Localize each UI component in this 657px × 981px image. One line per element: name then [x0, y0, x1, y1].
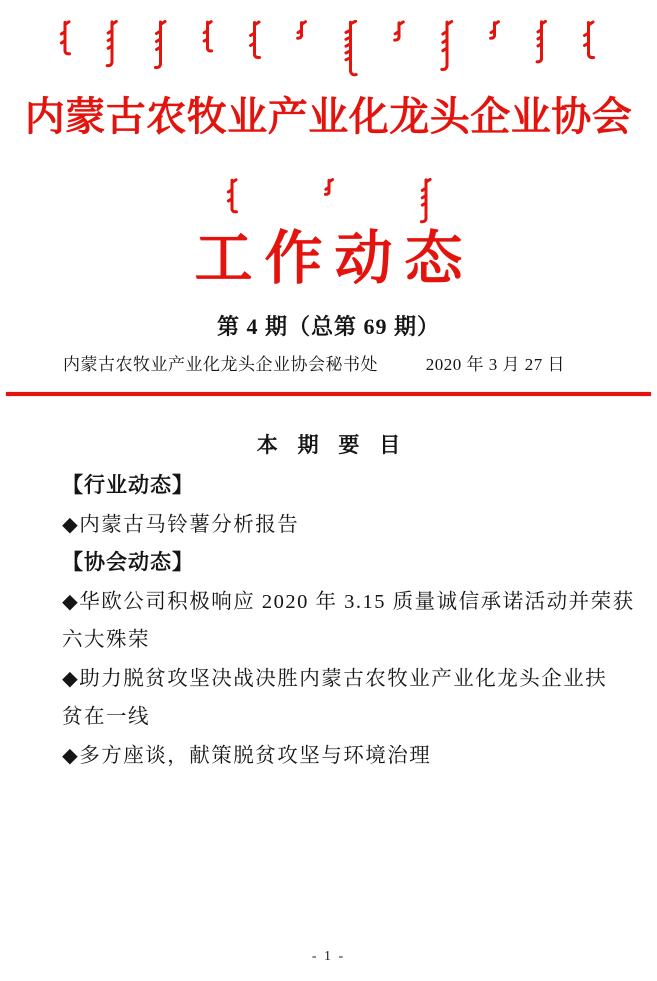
publication-info-row: [63, 352, 565, 377]
mongolian-word-icon: [416, 178, 436, 224]
publish-date: 2020 年 3 月 27 日: [425, 355, 565, 374]
page-number: - 1 -: [311, 949, 346, 964]
toc-entries: [62, 467, 635, 775]
newsletter-front-page: [0, 20, 657, 981]
toc-title: 本 期 要 目: [256, 434, 408, 457]
toc-section-heading: 【行业动态】: [62, 474, 194, 497]
mongolian-word-icon: [55, 20, 75, 56]
association-title: 内蒙古农牧业产业化龙头企业协会: [24, 94, 633, 139]
mongolian-word-icon: [150, 20, 171, 70]
toc-item-line: 贫在一线: [62, 706, 150, 728]
publisher-name: 内蒙古农牧业产业化龙头企业协会秘书处: [63, 355, 378, 374]
mongolian-word-icon: [102, 20, 122, 68]
mongolian-word-icon: [485, 20, 504, 40]
mongolian-word-icon: [292, 20, 311, 40]
mongolian-word-icon: [222, 178, 242, 214]
toc-item-line: ◆内蒙古马铃薯分析报告: [62, 513, 300, 536]
mongolian-word-icon: [389, 20, 409, 42]
toc-section-heading: 【协会动态】: [62, 551, 194, 574]
issue-number: 第 4 期（总第 69 期）: [216, 314, 440, 339]
mongolian-word-icon: [339, 20, 362, 78]
mongolian-word-icon: [532, 20, 551, 64]
mongolian-word-icon: [320, 178, 338, 196]
toc-item-line: ◆华欧公司积极响应 2020 年 3.15 质量诚信承诺活动并荣获: [62, 590, 635, 613]
toc-item-line: ◆助力脱贫攻坚决战决胜内蒙古农牧业产业化龙头企业扶: [62, 667, 608, 690]
bulletin-title: 工作动态: [194, 226, 475, 291]
toc-item-line: ◆多方座谈，献策脱贫攻坚与环境治理: [62, 744, 432, 767]
mongolian-word-icon: [436, 20, 458, 72]
toc-item-line: 六大殊荣: [62, 629, 150, 651]
masthead-divider-rule: [6, 392, 651, 396]
mongolian-word-icon: [244, 20, 265, 60]
mongolian-script-row-top: [55, 20, 599, 80]
mongolian-word-icon: [198, 20, 217, 53]
mongolian-script-row-middle: [0, 178, 657, 224]
mongolian-word-icon: [578, 20, 599, 60]
